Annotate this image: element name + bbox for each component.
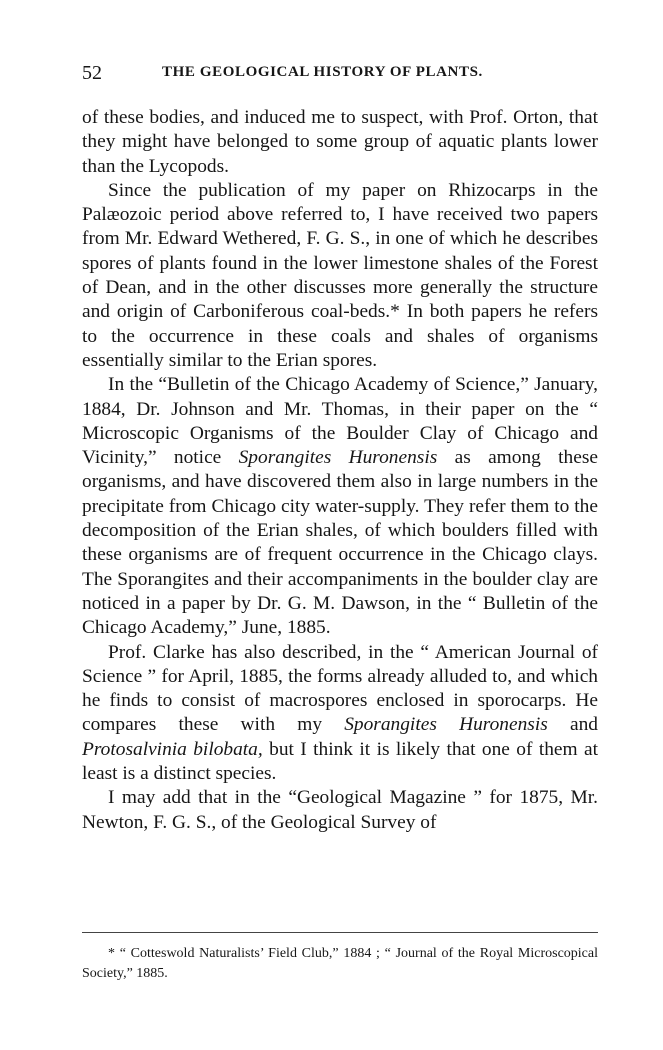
text-run: In the “Bulletin of the Chicago Academy of Science,” January, 1884, Dr. Johnson and Mr. Thomas, in their paper on the “ Microscopic Organisms of the Boulder Clay of Chicago and Vicinity,” notice (82, 374, 598, 469)
text-run: Prof. Clarke has also described, in the “ American Journal of Science ” for April, 1885, the forms already alluded to, and which he finds to consist of macrospores enclosed in sporocarps. He compares these with my (82, 641, 598, 736)
text-run: Since the publication of my paper on Rhizocarps in the Palæozoic period above referred to, I have received two papers from Mr. Edward Wethered, F. G. S., in one of which he describes spores of plants found in the lower limestone shales of the Forest of Dean, and in the other discusses more generally the structure and origin of Carboniferous coal-beds.* In both papers he refers to the occurrence in these coals and shales of organisms essentially similar to the Erian spores. (82, 179, 598, 371)
text-run: of these bodies, and induced me to suspect, with Prof. Orton, that they might have belonged to some group of aquatic plants lower than the Lycopods. (82, 107, 598, 177)
text-run: I may add that in the “Geological Magazine ” for 1875, Mr. Newton, F. G. S., of the Geological Survey of (82, 787, 598, 833)
body-text (82, 106, 598, 835)
footnote: * “ Cotteswold Naturalists’ Field Club,” 1884 ; “ Journal of the Royal Microscopical Society,” 1885. (82, 946, 598, 981)
text-run: but I think it is likely that one of them at least is a distinct species. (82, 738, 599, 785)
page-number: 52 (82, 62, 102, 84)
page-header (82, 62, 602, 86)
text-run: as among these organisms, and have discovered them also in large numbers in the precipitate from Chicago city water-supply. They refer them to the decomposition of the Erian shales, of which boulders filled with these organisms are of frequent occurrence in the Chicago clays. The Sporangites and their accompaniments in the boulder clay are noticed in a paper by Dr. G. M. Dawson, in the “ Bulletin of the Chicago Academy,” June, 1885. (82, 447, 599, 639)
paragraph (82, 106, 598, 179)
italic-taxon-name: Protosalvinia bilobata, (82, 738, 263, 760)
paragraph (82, 786, 598, 835)
running-title: THE GEOLOGICAL HISTORY OF PLANTS. (162, 64, 483, 80)
italic-taxon-name: Sporangites Huronensis (238, 447, 438, 469)
italic-taxon-name: Sporangites Huronensis (344, 714, 548, 736)
paragraph (82, 179, 598, 373)
paragraph (82, 373, 598, 640)
paragraph (82, 641, 598, 787)
text-run: and (547, 714, 598, 736)
footnote-divider (82, 932, 598, 933)
